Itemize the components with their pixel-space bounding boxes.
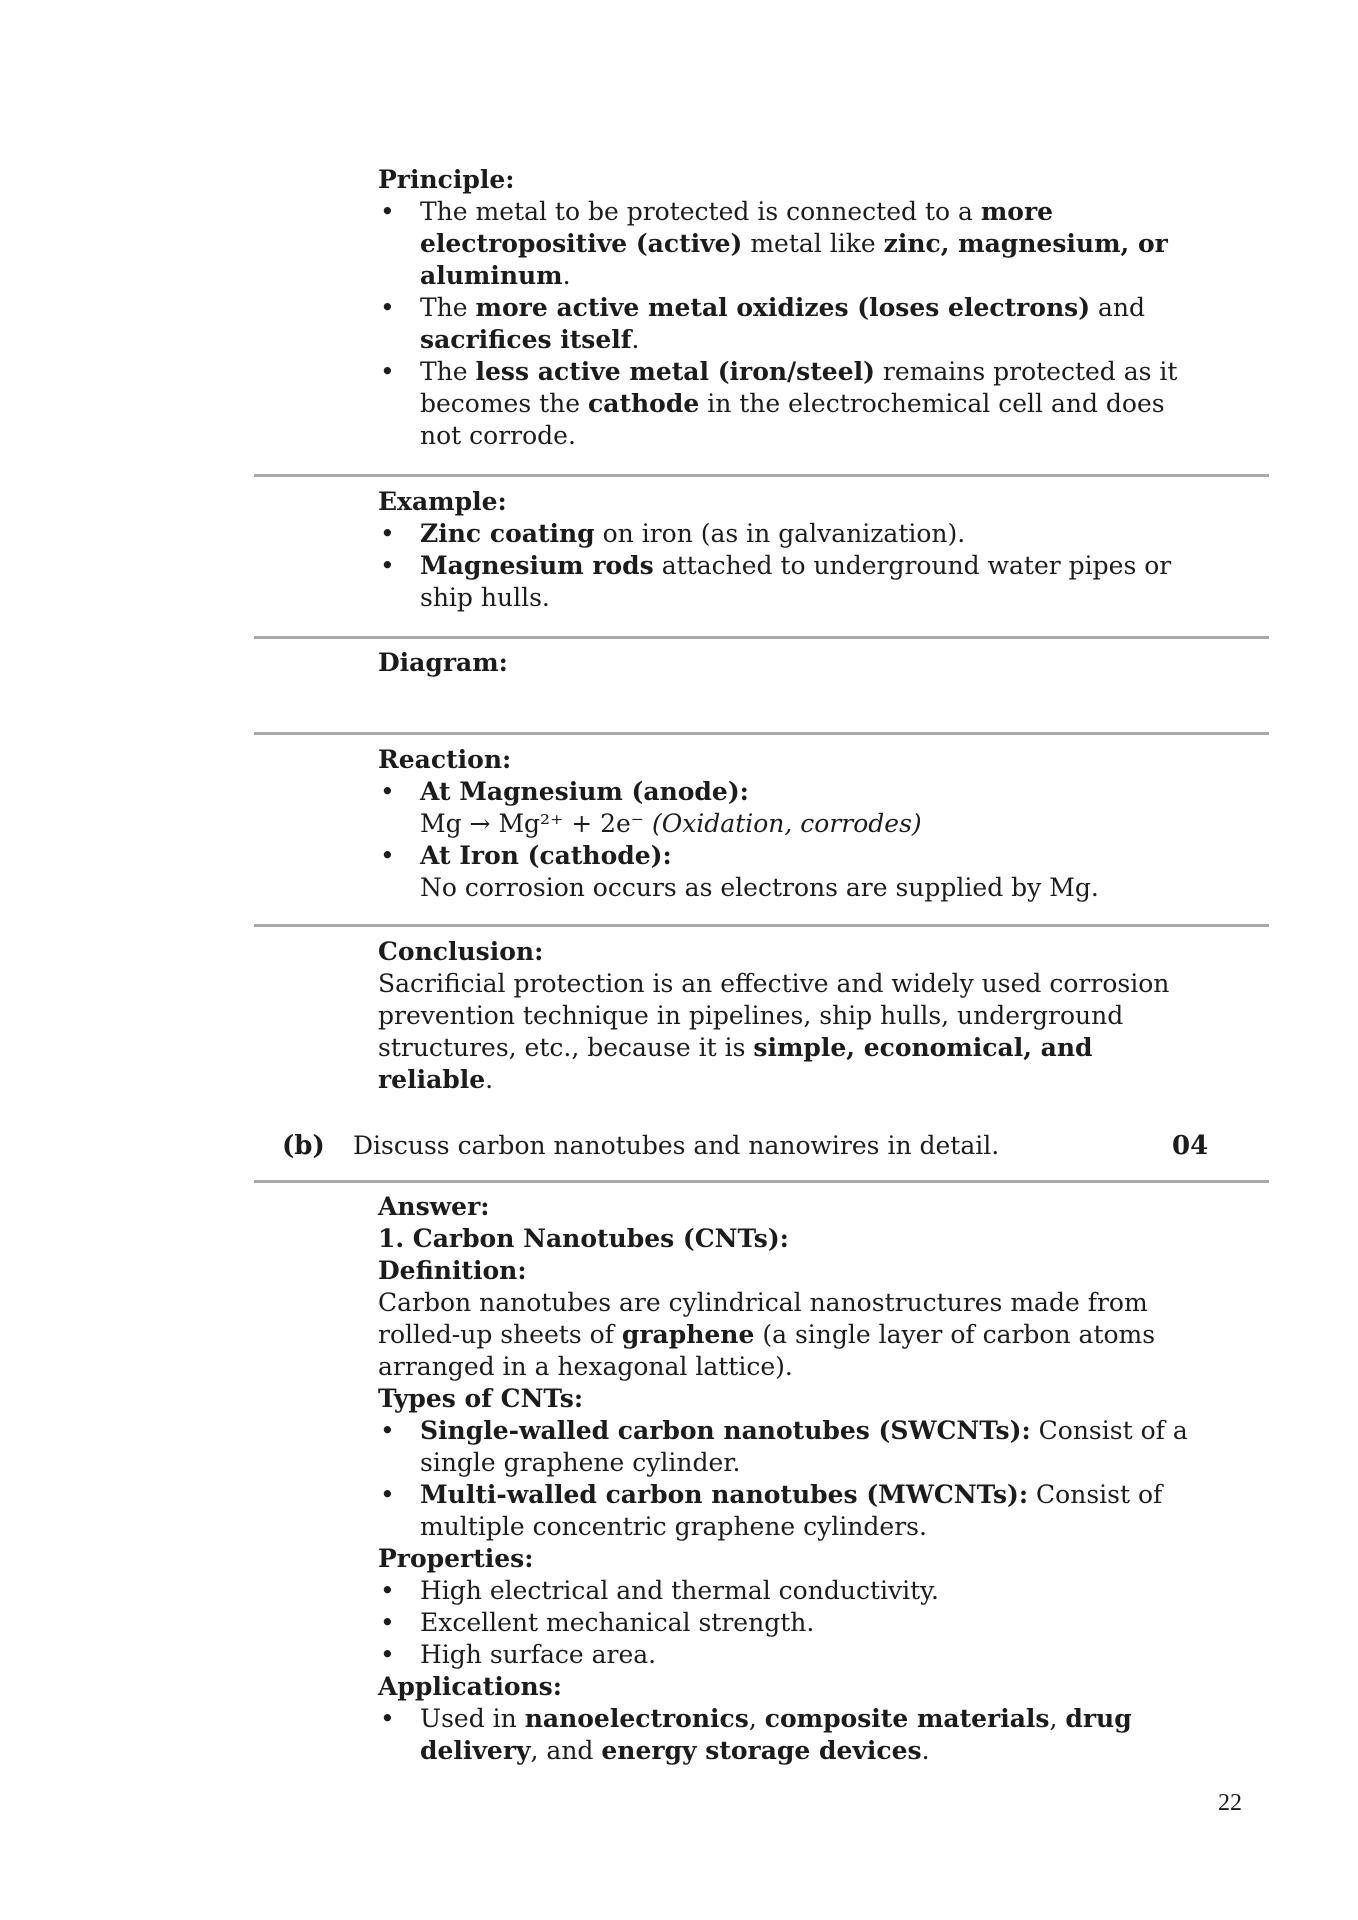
page-number: 22 (1218, 1790, 1242, 1816)
section-divider (254, 636, 1269, 639)
conclusion-section (378, 936, 1198, 1096)
answer-section (378, 1191, 1198, 1767)
list-item: • The less active metal (iron/steel) remains protected as it becomes the cathode in the electrochemical cell and does not corrode. (378, 356, 1198, 452)
principle-section (378, 164, 1198, 452)
diagram-heading: Diagram: (378, 648, 508, 677)
principle-list (378, 196, 1198, 452)
properties-heading: Properties: (378, 1544, 534, 1573)
applications-heading: Applications: (378, 1672, 562, 1701)
definition-heading: Definition: (378, 1256, 527, 1285)
types-heading: Types of CNTs: (378, 1384, 584, 1413)
reaction-heading: Reaction: (378, 745, 512, 774)
section-divider (254, 1180, 1269, 1183)
example-list (378, 518, 1198, 614)
question-text: Discuss carbon nanotubes and nanowires in detail. (353, 1131, 1000, 1160)
definition-text: Carbon nanotubes are cylindrical nanostructures made from rolled-up sheets of graphene (a single layer of carbon atoms arranged in a hexagonal lattice). (378, 1288, 1156, 1381)
list-item: • Excellent mechanical strength. (378, 1607, 1198, 1639)
reaction-section (378, 744, 1198, 904)
list-item: • Used in nanoelectronics, composite materials, drug delivery, and energy storage devices. (378, 1703, 1198, 1767)
anode-equation: Mg → Mg²⁺ + 2e⁻ (420, 809, 652, 838)
list-item: • Magnesium rods attached to underground water pipes or ship hulls. (378, 550, 1198, 614)
list-item: • The more active metal oxidizes (loses electrons) and sacrifices itself. (378, 292, 1198, 356)
answer-heading: Answer: (378, 1192, 490, 1221)
applications-list (378, 1703, 1198, 1767)
properties-list (378, 1575, 1198, 1671)
conclusion-text: Sacrificial protection is an effective and widely used corrosion prevention technique in pipelines, ship hulls, underground structures, etc., because it is simple, economical, and reliable. (378, 969, 1170, 1094)
list-item (378, 776, 1198, 840)
list-item: • The metal to be protected is connected to a more electropositive (active) metal like zinc, magnesium, or aluminum. (378, 196, 1198, 292)
list-item: • Zinc coating on iron (as in galvanization). (378, 518, 1198, 550)
cathode-label: At Iron (cathode): (420, 841, 672, 870)
section-divider (254, 924, 1269, 927)
cathode-text: No corrosion occurs as electrons are supplied by Mg. (420, 873, 1099, 902)
example-section (378, 486, 1198, 614)
list-item: • High surface area. (378, 1639, 1198, 1671)
anode-label: At Magnesium (anode): (420, 777, 749, 806)
list-item: • High electrical and thermal conductivity. (378, 1575, 1198, 1607)
list-item: • Multi-walled carbon nanotubes (MWCNTs): Consist of multiple concentric graphene cylinders. (378, 1479, 1198, 1543)
reaction-list (378, 776, 1198, 904)
answer-section-title: 1. Carbon Nanotubes (CNTs): (378, 1224, 789, 1253)
list-item: • Single-walled carbon nanotubes (SWCNTs): Consist of a single graphene cylinder. (378, 1415, 1198, 1479)
question-label: (b) (282, 1131, 325, 1161)
conclusion-heading: Conclusion: (378, 937, 544, 966)
example-heading: Example: (378, 487, 507, 516)
types-list (378, 1415, 1198, 1543)
section-divider (254, 474, 1269, 477)
list-item (378, 840, 1198, 904)
question-marks: 04 (1172, 1131, 1209, 1161)
section-divider (254, 732, 1269, 735)
diagram-section (378, 647, 1198, 679)
anode-note: (Oxidation, corrodes) (651, 809, 922, 838)
principle-heading: Principle: (378, 165, 515, 194)
